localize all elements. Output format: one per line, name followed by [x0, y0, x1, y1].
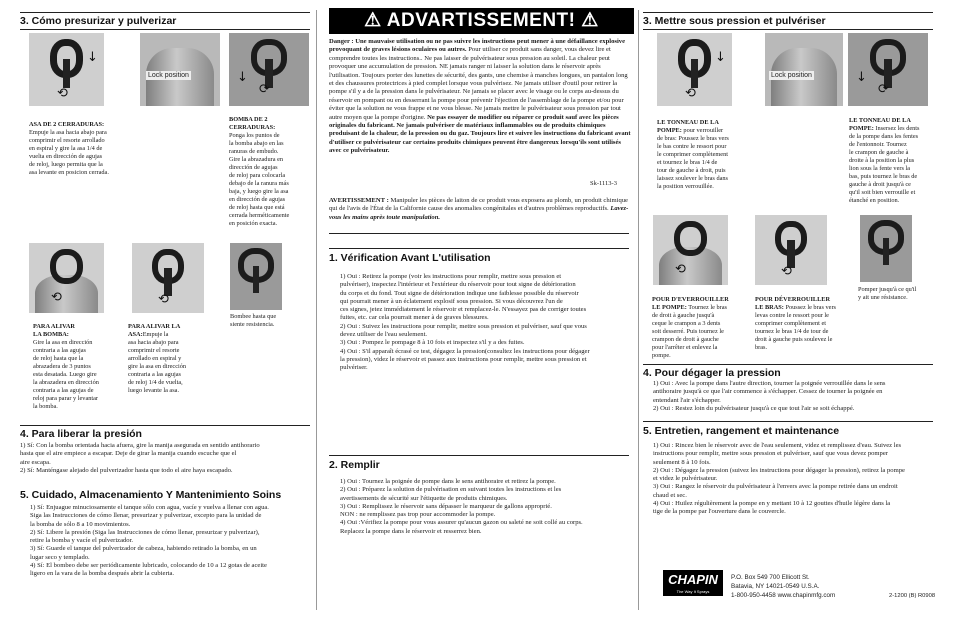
- es-caption-3-body: Gire la asa en dirección contraria a las agujas de reloj hasta que la abrazadera de 3 puntos esta desatada. Luego gire la abrazadera en dirección contraria a las agujas de reloj para parar y levantar la bomba.: [33, 339, 99, 410]
- es-rule-3: [20, 29, 310, 30]
- top-rule-right: [643, 12, 933, 13]
- fr-caption-release-pump: [652, 288, 762, 360]
- es-rule-4: [20, 425, 310, 426]
- top-rule-left: [20, 12, 310, 13]
- es-caption-2-head: BOMBA DE 2 CERRADURAS:: [229, 116, 276, 131]
- address-line-1: P.O. Box 549 700 Ellicott St.: [731, 574, 810, 581]
- rotate-arrow-icon: ⟲: [781, 264, 792, 279]
- rotate-arrow-icon: ⟳: [259, 82, 270, 97]
- es-photo-handle-press: [29, 33, 104, 106]
- fr-caption-4-head: POUR DÉVERROUILLER LE BRAS:: [755, 296, 831, 311]
- chapin-logo-text: CHAPIN: [668, 572, 718, 587]
- fr-caption-release-handle: [755, 288, 855, 352]
- danger-bold-text-2: Ne pas essayer de modifier ou réparer ce produit sauf avec les pièces originales du fabricant. Ne jamais pulvériser de matériaux inflammables ou de produits chimiques produisant de la chaleur, de la pression ou du gaz. Toujours lire et suivre les instructions du fabricant avant d'utiliser ce pulvérisateur car certains produits chimiques peuvent être dangereux lorsqu'ils sont utilisés avec ce pulvérisateur.: [329, 113, 631, 155]
- fr-caption-3-head: POUR D'EVERROUILLER LE POMPE:: [652, 296, 729, 311]
- avertissement-body: Manipuler les pièces de laiton de ce produit vous exposera au plomb, un produit chimique qui de l'avis de l'État de la Californie cause des anomalies congénitales et d'autres problèmes reproductifs.: [329, 197, 628, 213]
- fr-caption-3-body: Tournez le bras de droit à gauche jusqu'à ceque le crampon a 3 dents soit desserré. Puis tournez le crampon de droit à gauche pour l'arrêter et enlevez la pompe.: [652, 304, 727, 359]
- fr-photo-pump-insert: [848, 33, 928, 106]
- document-code: 2-1200 (B) R0908: [889, 593, 936, 599]
- column-divider-1: [316, 10, 317, 610]
- fr-photo-pumping: [860, 215, 912, 282]
- rotate-arrow-icon: ⟲: [51, 290, 62, 305]
- down-arrow-icon: ↓: [715, 50, 726, 65]
- rotate-arrow-icon: ⟳: [878, 82, 889, 97]
- danger-bold-text: Danger : Une mauvaise utilisation ou ne pas suivre les instructions peut mener à une défaillance explosive provoquant de graves lésions oculaires ou autres.: [329, 38, 625, 54]
- avertissement-head: AVERTISSEMENT :: [329, 197, 389, 204]
- warning-triangle-icon: ⚠: [364, 10, 382, 31]
- es-lock-position-label: Lock position: [148, 72, 189, 79]
- chapin-logo: [663, 570, 723, 596]
- rotate-arrow-icon: ⟲: [57, 86, 68, 101]
- mid-rule-sec1: [329, 248, 629, 249]
- fr-right-rule-4: [643, 364, 933, 365]
- es-section-4-body: 1) Sí: Con la bomba orientada hacia afuera, gire la manija asegurada en sentido antihorario hasta que el aire empiece a escapar. Deje de girar la manija cuando escuche que el aire escapa. 2) Sí: Manténgase alejado del pulverizador hasta que todo el aire haya escapado.: [20, 442, 260, 474]
- es-section-5-title: 5. Cuidado, Almacenamiento Y Mantenimiento Soins: [20, 489, 282, 501]
- fr-right-section-4-body: 1) Oui : Avec la pompe dans l'autre direction, tourner la poignée verrouillée dans le sens antihoraire jusqu'à ce que l'air commence à s'échapper. Cessez de tourner la poignée en entendant l'air s'échapper. 2) Oui : Restez loin du pulvérisateur jusqu'à ce que tout l'air se soit échappé.: [653, 380, 886, 412]
- es-section-4-title: 4. Para liberar la presión: [20, 428, 142, 440]
- es-photo-lock-position: [140, 33, 220, 106]
- es-section-3-title: 3. Cómo presurizar y pulverizar: [20, 15, 177, 27]
- es-caption-3-head: PARA ALIVAR LA BOMBA:: [33, 323, 75, 338]
- es-caption-1-head: ASA DE 2 CERRADURAS:: [29, 121, 105, 128]
- es-caption-release-pump: [33, 315, 128, 411]
- warning-triangle-icon: ⚠: [581, 10, 599, 31]
- fr-photo-release-pump: [653, 215, 728, 285]
- es-caption-4-body: Empuje la asa hacia abajo para comprimir el resorte arrollado en espiral y gire la asa en dirección contraria a las agujas de reloj 1/4 de vuelta, luego levante la asa.: [128, 331, 187, 394]
- danger-body-text: Pour utiliser ce produit sans danger, vous devez lire et comprendre toutes les instructions.. Ne pas laisser de pulvérisateur sous pression au soleil. La chaleur peut provoquer une accumulation de pression. NE jamais ranger ni laisser la solution dans le réservoir après l'utilisation. Toujours porter des lunettes de sécurité, des gants, une chemise à manches longues, un pantalon long et des chaussures protectrices à pied complet lorsque vous pulvérisez. Ne jamais utiliser d'outil pour retirer la pompe s'il y a de la pression dans le pulvérisateur. Ne jamais se placer avec le visage ou le corps au-dessus du réservoir en pompant ou en desserrant la pompe pour prévenir l'éjection de l'assemblage de la pompe et/ou pour éviter que la solution ne vous frappe et ne vous blesse. Ne jamais mettre le pulvérisateur sous pression par tout autre moyen que la pompe d'origine.: [329, 46, 628, 121]
- es-caption-4-head: PARA ALIVAR LA ASA:: [128, 323, 181, 338]
- fr-section-2-title: 2. Remplir: [329, 459, 380, 471]
- fr-caption-2-head: LE TONNEAU DE LA POMPE:: [849, 117, 911, 132]
- fr-caption-1-body: pour verrouiller de bras: Poussez le bras vers le bas contre le ressort pour le comprimer complètement et tournez le bras 1/4 de tour de gauche à droit, puis laissez soulever le bras dans la position verrouillée.: [657, 127, 729, 190]
- fr-section-2-body: 1) Oui : Tournez la poignée de pompe dans le sens antihoraire et retirez la pompe. 2) Oui : Préparez la solution de pulvérisation en suivant toutes les instructions et les avertissements de sécurité sur l'étiquette de produits chimiques. 3) Oui : Remplissez le réservoir sans dépasser le marqueur de gallons approprié. NON : ne remplissez pas trop pour accommoder la pompe. 4) Oui :Vérifiez la pompe pour vous assurer qu'aucun gazon ou saleté ne soit collé au corps. Replacez la pompe dans le réservoir et resserrez bien.: [340, 478, 583, 535]
- avertissement-text: [329, 197, 629, 222]
- es-caption-lock-pump: [229, 108, 314, 228]
- danger-warning-text: [329, 38, 633, 156]
- avertissement-italic: Lavez-vous les mains après toute manipulation.: [329, 205, 629, 221]
- fr-right-section-5-body: 1) Oui : Rincez bien le réservoir avec de l'eau seulement, videz et remplissez d'eau. Suivez les instructions pour remplir, mettre sous pression et pulvériser, sauf que vous devez pomper seulement 8 à 10 fois. 2) Oui : Dégagez la pression (suivez les instructions pour dégager la pression), retirez la pompe et videz le pulvérisateur. 3) Oui : Rangez le réservoir du pulvérisateur à l'envers avec la pompe retirée dans un endroit chaud et sec. 4) Oui : Huilez régulièrement la pompe en y mettant 10 à 12 gouttes d'huile légère dans la tige de la pompe par l'ouverture dans le couvercle.: [653, 442, 905, 516]
- warning-banner: [329, 8, 634, 34]
- fr-photo-release-handle: [755, 215, 827, 285]
- fr-section-1-body: 1) Oui : Retirez la pompe (voir les instructions pour remplir, mettre sous pression et pulvériser), inspectez l'intérieur et l'extérieur du réservoir pour tout signe de détérioration du corps et du fond. Tout signe de détérioration indique une faiblesse possible du réservoir qui pourrait mener à un éclatement explosif sous pression. Si vous découvrez l'un de ces signes, jetez immédiatement le réservoir et remplacez-le. N'essayez pas de corriger toutes fuites, etc. car cela pourrait mener à de graves blessures. 2) Oui : Suivez les instructions pour remplir, mettre sous pression et pulvériser, sauf que vous devez utiliser de l'eau seulement. 3) Oui : Pompez le pompage 8 à 10 fois et inspectez s'il y a des fuites. 4) Oui : S'il apparaît écrasé ce test, dégagez la pression(consultez les instructions pour dégager la pression), videz le réservoir et passez aux instructions pour remplir, mettre sous pression et pulvériser.: [340, 273, 590, 372]
- es-caption-lock-handle: [29, 113, 139, 177]
- rotate-arrow-icon: ⟲: [685, 86, 696, 101]
- fr-right-section-3-title: 3. Mettre sous pression et pulvériser: [643, 15, 826, 27]
- fr-right-section-4-title: 4. Pour dégager la pression: [643, 367, 781, 379]
- down-arrow-icon: ↓: [87, 50, 98, 65]
- es-photo-release-pump: [29, 243, 104, 313]
- fr-section-1-title: 1. Vérification Avant L'utilisation: [329, 252, 491, 264]
- rotate-arrow-icon: ⟲: [158, 292, 169, 307]
- address-line-2: Batavia, NY 14021-0549 U.S.A.: [731, 583, 820, 590]
- mid-rule-sec2: [329, 455, 629, 456]
- es-caption-pump-until: Bombee hasta que siente resistencia.: [230, 313, 277, 328]
- fr-caption-lock-handle: [657, 111, 772, 191]
- es-photo-pump-insert: [229, 33, 309, 106]
- es-caption-1-body: Empuje la asa hacia abajo para comprimir el resorte arrollado en espiral y gire la asa 1/4 de vuelta en dirección de agujas de reloj, luego permita que la asa levante en posicion cerrada.: [29, 129, 109, 176]
- fr-caption-4-body: Poussez le bras vers levas contre le ressort pour le comprimer complètement et tournez le bras 1/4 de tour de droit à gauche puis soulevez le bras.: [755, 304, 836, 351]
- column-divider-2: [638, 10, 639, 610]
- sk-code: Sk-1113-3: [590, 180, 617, 187]
- fr-lock-position-label: Lock position: [771, 72, 812, 79]
- down-arrow-icon: ↓: [856, 70, 867, 85]
- fr-photo-lock-position: [765, 33, 843, 106]
- mid-rule-1: [329, 233, 629, 234]
- es-photo-pumping: [230, 243, 282, 310]
- company-address: [731, 573, 835, 600]
- fr-photo-handle-press: [657, 33, 732, 106]
- fr-right-rule-3: [643, 29, 933, 30]
- fr-caption-1-head: LE TONNEAU DE LA POMPE:: [657, 119, 719, 134]
- fr-caption-lock-pump: [849, 109, 934, 205]
- down-arrow-icon: ↓: [237, 70, 248, 85]
- fr-caption-2-body: Insersez les dents de la pompe dans les fentes de l'entonnoir. Tournez le crampon de gauche à droite à la position la plus lion sous la fente vers la bas, puis tournez le bras de gauche à droit jusqu'à ce qu'il soit bien verrouille et étanché en position.: [849, 125, 920, 204]
- fr-caption-pump-until: Pomper jusqu'à ce qu'il y ait une résistance.: [858, 286, 917, 301]
- es-photo-release-handle: [132, 243, 204, 313]
- address-line-3: 1-800-950-4458 www.chapinmfg.com: [731, 592, 836, 599]
- es-caption-release-handle: [128, 315, 228, 395]
- es-caption-2-body: Ponga los puntos de la bomba abajo en las ranuras de embudo. Gire la abrazadura en dirección de agujas de reloj para colocarla debajo de la ranura más baja, y luego gire la asa en dirección de agujas de reloj hasta que está cerrada herméticamente en posición exacta.: [229, 132, 290, 227]
- fr-right-rule-5: [643, 421, 933, 422]
- es-section-5-body: 1) Sí: Enjuague minuciosamente el tanque sólo con agua, vacíe y vuelva a llenar con agua. Siga las Instrucciones de cómo llenar, presurizar y pulverizar, excepto para la unidad de la bomba de sólo 8 a 10 movimientos. 2) Sí: Libere la presión (Siga las Instrucciones de cómo llenar, presurizar y pulverizar), retire la bomba y vacíe el pulverizador. 3) Sí: Guarde el tanque del pulverizador de cabeza, habiendo retirado la bomba, en un lugar seco y templado. 4) Sí: El bombeo debe ser periódicamente lubricado, colocando de 10 a 12 gotas de aceite ligero en la vara de la bomba después abrir la cubierta.: [30, 504, 269, 578]
- chapin-logo-tagline: The Way It Sprays: [676, 589, 710, 594]
- fr-right-section-5-title: 5. Entretien, rangement et maintenance: [643, 425, 840, 437]
- warning-banner-title: ADVARTISSEMENT!: [386, 10, 576, 31]
- rotate-arrow-icon: ⟲: [675, 262, 686, 277]
